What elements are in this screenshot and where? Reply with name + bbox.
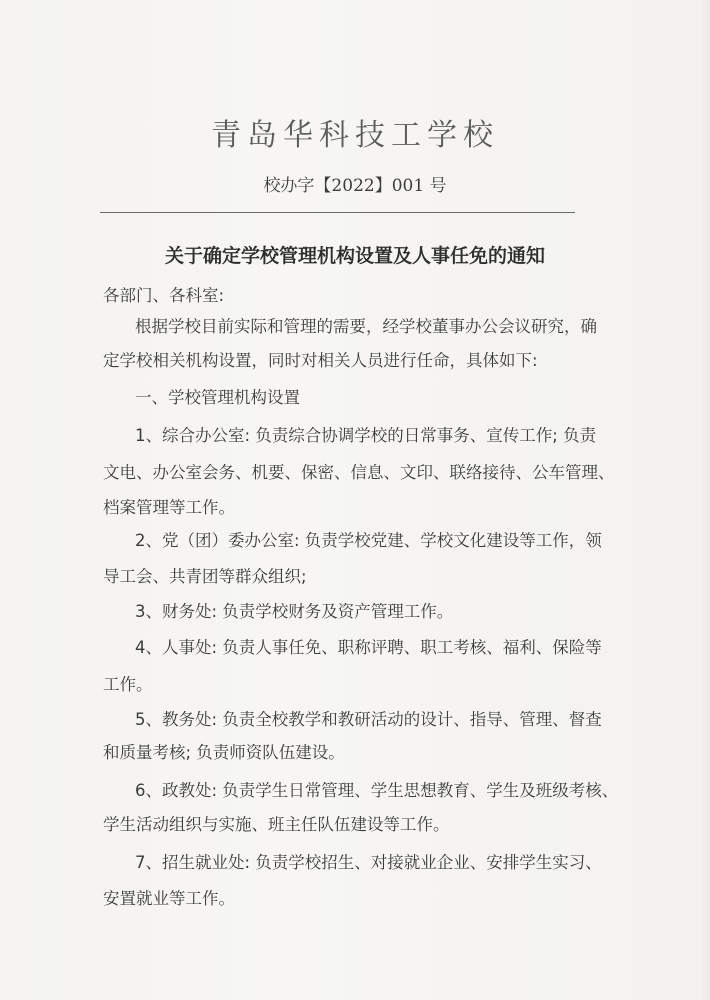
page-edge-shadow	[700, 0, 710, 1000]
item-line: 安置就业等工作。	[103, 889, 235, 908]
item-line: 4、人事处: 负责人事任免、职称评聘、职工考核、福利、保险等	[135, 638, 602, 657]
intro-line: 定学校相关机构设置，同时对相关人员进行任命，具体如下:	[103, 351, 538, 370]
document-number: 校办字【2022】001 号	[263, 176, 447, 196]
section-heading: 一、学校管理机构设置	[135, 388, 300, 407]
item-line: 导工会、共青团等群众组织;	[103, 567, 307, 586]
item-line: 3、财务处: 负责学校财务及资产管理工作。	[135, 602, 454, 621]
item-line: 6、政教处: 负责学生日常管理、学生思想教育、学生及班级考核、	[135, 781, 619, 800]
item-line: 1、综合办公室: 负责综合协调学校的日常事务、宣传工作; 负责	[135, 426, 597, 445]
intro-line: 根据学校目前实际和管理的需要，经学校董事办公会议研究，确	[135, 317, 597, 336]
item-line: 文电、办公室会务、机要、保密、信息、文印、联络接待、公车管理、	[103, 463, 615, 482]
item-line: 学生活动组织与实施、班主任队伍建设等工作。	[103, 815, 450, 834]
salutation: 各部门、各科室:	[103, 286, 225, 305]
notice-title: 关于确定学校管理机构设置及人事任免的通知	[164, 245, 545, 267]
item-line: 工作。	[103, 675, 153, 694]
item-line: 档案管理等工作。	[103, 498, 235, 517]
header-divider	[100, 212, 575, 213]
item-line: 7、招生就业处: 负责学校招生、对接就业企业、安排学生实习、	[135, 853, 602, 872]
item-line: 5、教务处: 负责全校教学和教研活动的设计、指导、管理、督查	[135, 710, 602, 729]
school-name-header: 青岛华科技工学校	[211, 118, 499, 153]
item-line: 和质量考核; 负责师资队伍建设。	[103, 743, 345, 762]
item-line: 2、党（团）委办公室: 负责学校党建、学校文化建设等工作，领	[135, 531, 602, 550]
